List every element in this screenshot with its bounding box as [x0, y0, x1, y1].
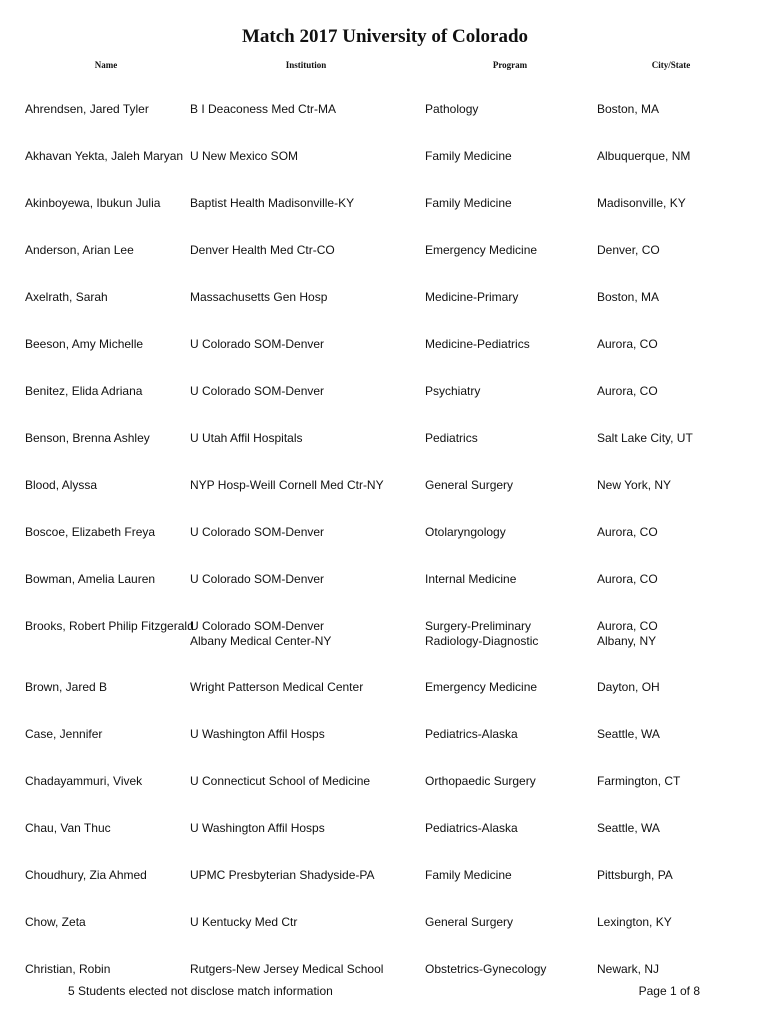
table-row — [0, 680, 770, 727]
institution: NYP Hosp-Weill Cornell Med Ctr-NY — [190, 478, 384, 492]
student-name: Brooks, Robert Philip Fitzgerald — [25, 619, 194, 633]
institution: UPMC Presbyterian Shadyside-PA — [190, 868, 375, 882]
program: Orthopaedic Surgery — [425, 774, 536, 788]
program: Family Medicine — [425, 196, 512, 210]
institution: U Washington Affil Hosps — [190, 727, 325, 741]
institution: B I Deaconess Med Ctr-MA — [190, 102, 337, 116]
institution: U Colorado SOM-Denver — [190, 525, 325, 539]
program: Family Medicine — [425, 149, 512, 163]
student-name: Chau, Van Thuc — [25, 821, 111, 835]
program — [425, 619, 538, 649]
page-title: Match 2017 University of Colorado — [241, 26, 529, 47]
institution — [190, 619, 331, 649]
program-line-2: Radiology-Diagnostic — [425, 634, 539, 648]
institution-line-2: Albany Medical Center-NY — [190, 634, 332, 648]
table-row — [0, 290, 770, 337]
student-name: Brown, Jared B — [25, 680, 108, 694]
student-name: Beeson, Amy Michelle — [25, 337, 144, 351]
table-row — [0, 821, 770, 868]
student-name: Benson, Brenna Ashley — [25, 431, 150, 445]
column-header-program: Program — [492, 60, 528, 70]
table-row — [0, 149, 770, 196]
table-row — [0, 727, 770, 774]
table-row — [0, 384, 770, 431]
student-name: Case, Jennifer — [25, 727, 103, 741]
institution: Denver Health Med Ctr-CO — [190, 243, 335, 257]
city-state — [597, 619, 658, 649]
city-line-2: Albany, NY — [597, 634, 657, 648]
city-state: Aurora, CO — [597, 525, 658, 539]
program: Family Medicine — [425, 868, 512, 882]
student-name: Akinboyewa, Ibukun Julia — [25, 196, 161, 210]
city-state: Pittsburgh, PA — [597, 868, 673, 882]
institution: U Kentucky Med Ctr — [190, 915, 298, 929]
student-name: Chow, Zeta — [25, 915, 86, 929]
city-state: Albuquerque, NM — [597, 149, 691, 163]
city-line-1: Aurora, CO — [597, 619, 658, 633]
table-row — [0, 243, 770, 290]
table-row — [0, 619, 770, 680]
program: Medicine-Primary — [425, 290, 519, 304]
program: Emergency Medicine — [425, 680, 538, 694]
city-state: Newark, NJ — [597, 962, 660, 976]
city-state: Seattle, WA — [597, 821, 660, 835]
institution: U Colorado SOM-Denver — [190, 572, 325, 586]
institution: Massachusetts Gen Hosp — [190, 290, 328, 304]
institution: U Connecticut School of Medicine — [190, 774, 371, 788]
city-state: Lexington, KY — [597, 915, 672, 929]
table-row — [0, 337, 770, 384]
institution: Baptist Health Madisonville-KY — [190, 196, 355, 210]
institution: Wright Patterson Medical Center — [190, 680, 364, 694]
city-state: Aurora, CO — [597, 572, 658, 586]
program: Medicine-Pediatrics — [425, 337, 530, 351]
city-state: New York, NY — [597, 478, 672, 492]
table-row — [0, 431, 770, 478]
student-name: Benitez, Elida Adriana — [25, 384, 143, 398]
student-name: Axelrath, Sarah — [25, 290, 108, 304]
table-row — [0, 102, 770, 149]
column-header-city-state: City/State — [651, 60, 691, 70]
program: Pediatrics-Alaska — [425, 727, 518, 741]
institution: U Washington Affil Hosps — [190, 821, 325, 835]
city-state: Aurora, CO — [597, 384, 658, 398]
program: Obstetrics-Gynecology — [425, 962, 547, 976]
city-state: Boston, MA — [597, 102, 660, 116]
institution: U Colorado SOM-Denver — [190, 384, 325, 398]
city-state: Denver, CO — [597, 243, 660, 257]
student-name: Bowman, Amelia Lauren — [25, 572, 156, 586]
city-state: Madisonville, KY — [597, 196, 686, 210]
program: Psychiatry — [425, 384, 481, 398]
column-header-institution: Institution — [285, 60, 327, 70]
city-state: Seattle, WA — [597, 727, 660, 741]
table-row — [0, 868, 770, 915]
program: Internal Medicine — [425, 572, 517, 586]
table-row — [0, 915, 770, 962]
student-name: Christian, Robin — [25, 962, 111, 976]
program: Pediatrics — [425, 431, 478, 445]
match-table — [0, 102, 770, 982]
table-row — [0, 774, 770, 821]
program: Pediatrics-Alaska — [425, 821, 518, 835]
institution: U New Mexico SOM — [190, 149, 299, 163]
table-row — [0, 525, 770, 572]
institution-line-1: U Colorado SOM-Denver — [190, 619, 325, 633]
table-row — [0, 962, 770, 982]
table-row — [0, 572, 770, 619]
institution: U Colorado SOM-Denver — [190, 337, 325, 351]
program: Otolaryngology — [425, 525, 506, 539]
student-name: Boscoe, Elizabeth Freya — [25, 525, 156, 539]
footer-note: 5 Students elected not disclose match information — [68, 984, 333, 998]
institution: Rutgers-New Jersey Medical School — [190, 962, 384, 976]
student-name: Choudhury, Zia Ahmed — [25, 868, 147, 882]
city-state: Salt Lake City, UT — [597, 431, 693, 445]
student-name: Chadayammuri, Vivek — [25, 774, 143, 788]
column-header-name: Name — [94, 60, 118, 70]
program: General Surgery — [425, 915, 514, 929]
student-name: Akhavan Yekta, Jaleh Maryan — [25, 149, 184, 163]
student-name: Anderson, Arian Lee — [25, 243, 134, 257]
student-name: Ahrendsen, Jared Tyler — [25, 102, 149, 116]
program-line-1: Surgery-Preliminary — [425, 619, 532, 633]
page-number: Page 1 of 8 — [638, 984, 700, 998]
program: General Surgery — [425, 478, 514, 492]
program: Pathology — [425, 102, 479, 116]
city-state: Boston, MA — [597, 290, 660, 304]
table-row — [0, 196, 770, 243]
table-row — [0, 478, 770, 525]
institution: U Utah Affil Hospitals — [190, 431, 303, 445]
program: Emergency Medicine — [425, 243, 538, 257]
city-state: Aurora, CO — [597, 337, 658, 351]
city-state: Dayton, OH — [597, 680, 660, 694]
city-state: Farmington, CT — [597, 774, 681, 788]
student-name: Blood, Alyssa — [25, 478, 98, 492]
